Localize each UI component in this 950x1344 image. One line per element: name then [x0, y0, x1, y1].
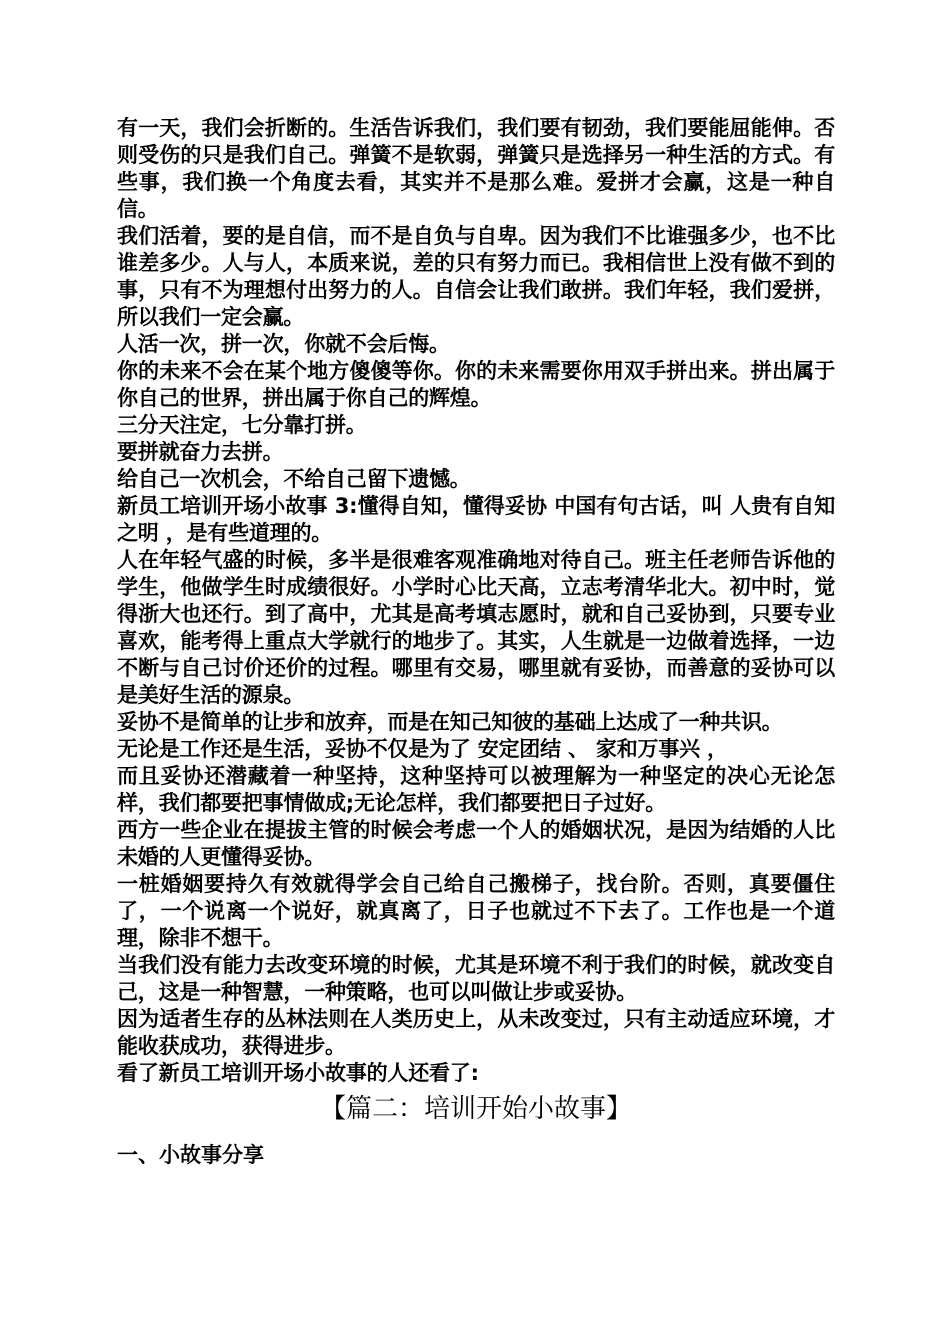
paragraph: 我们活着，要的是自信，而不是自负与自卑。因为我们不比谁强多少，也不比谁差多少。人与人，本质来说，差的只有努力而已。我相信世上没有做不到的事，只有不为理想付出努力的人。自信会让我们敢拼。我们年轻，我们爱拼，所以我们一定会赢。	[117, 224, 835, 329]
paragraph: 要拼就奋力去拼。	[117, 440, 284, 464]
paragraph: 一桩婚姻要持久有效就得学会自己给自己搬梯子，找台阶。否则，真要僵住了，一个说离一个说好，就真离了，日子也就过不下去了。工作也是一个道理，除非不想干。	[117, 872, 835, 950]
paragraph: 人活一次，拼一次，你就不会后悔。	[117, 332, 450, 356]
paragraph: 而且妥协还潜藏着一种坚持，这种坚持可以被理解为一种坚定的决心无论怎样，我们都要把事情做成;无论怎样，我们都要把日子过好。	[117, 764, 835, 815]
paragraph: 看了新员工培训开场小故事的人还看了:	[117, 1061, 479, 1085]
paragraph: 人在年轻气盛的时候，多半是很难客观准确地对待自己。班主任老师告诉他的学生，他做学生时成绩很好。小学时心比天高，立志考清华北大。初中时，觉得浙大也还行。到了高中，尤其是高考填志愿时，就和自己妥协到，只要专业喜欢，能考得上重点大学就行的地步了。其实，人生就是一边做着选择，一边不断与自己讨价还价的过程。哪里有交易，哪里就有妥协，而善意的妥协可以是美好生活的源泉。	[117, 548, 835, 707]
paragraph: 你的未来不会在某个地方傻傻等你。你的未来需要你用双手拼出来。拼出属于你自己的世界，拼出属于你自己的辉煌。	[117, 359, 835, 410]
subsection-title: 一、小故事分享	[117, 1143, 264, 1167]
document-page	[117, 115, 835, 1169]
paragraph: 因为适者生存的丛林法则在人类历史上，从未改变过，只有主动适应环境，才能收获成功，获得进步。	[117, 1007, 835, 1058]
paragraph: 新员工培训开场小故事 3:懂得自知，懂得妥协 中国有句古话，叫 人贵有自知之明 ，是有些道理的。	[117, 494, 835, 545]
paragraph: 给自己一次机会，不给自己留下遗憾。	[117, 467, 471, 491]
paragraph: 三分天注定，七分靠打拼。	[117, 413, 367, 437]
paragraph: 西方一些企业在提拔主管的时候会考虑一个人的婚姻状况，是因为结婚的人比未婚的人更懂得妥协。	[117, 818, 835, 869]
paragraph: 妥协不是简单的让步和放弃，而是在知己知彼的基础上达成了一种共识。	[117, 710, 783, 734]
paragraph: 无论是工作还是生活，妥协不仅是为了 安定团结 、 家和万事兴 ，	[117, 737, 728, 761]
paragraph: 当我们没有能力去改变环境的时候，尤其是环境不利于我们的时候，就改变自己，这是一种智慧，一种策略，也可以叫做让步或妥协。	[117, 953, 835, 1004]
body-text	[117, 115, 835, 1087]
section-title: 【篇二：培训开始小故事】	[319, 1094, 632, 1124]
paragraph: 有一天，我们会折断的。生活告诉我们，我们要有韧劲，我们要能屈能伸。否则受伤的只是我们自己。弹簧不是软弱，弹簧只是选择另一种生活的方式。有些事，我们换一个角度去看，其实并不是那么难。爱拼才会赢，这是一种自信。	[117, 116, 835, 221]
